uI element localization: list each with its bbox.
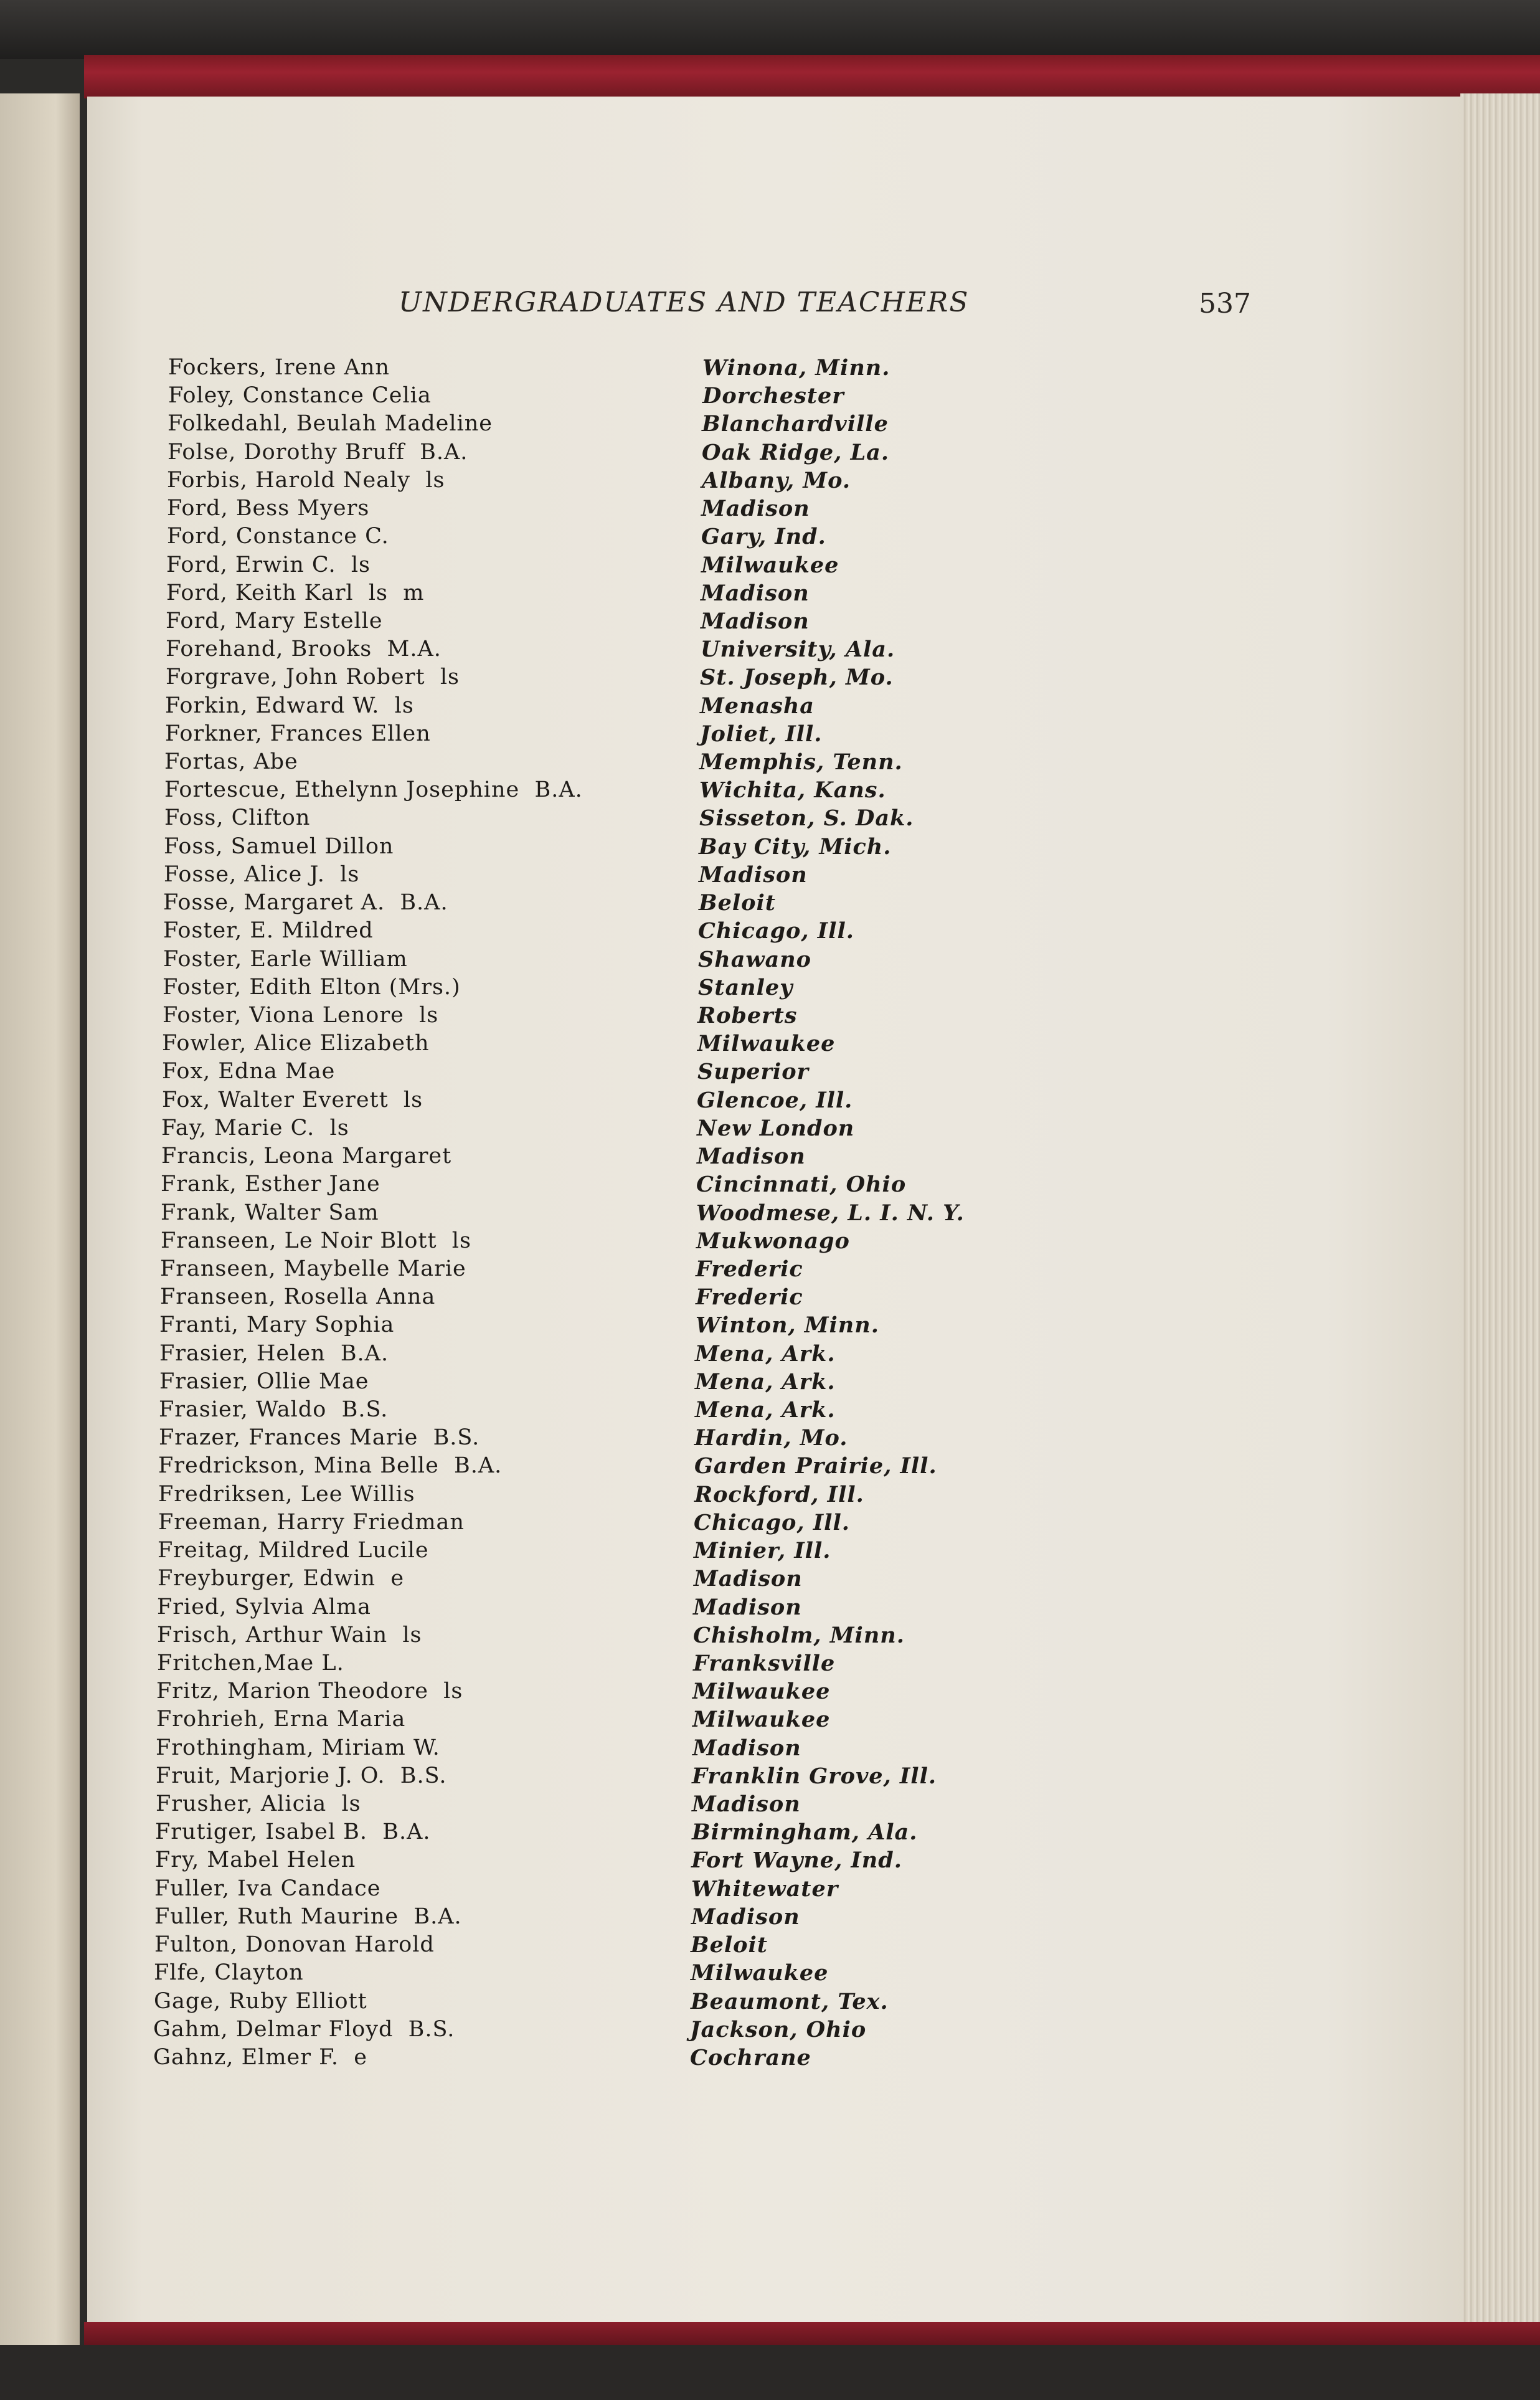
- entry-place: Woodmese, L. I. N. Y.: [696, 1200, 965, 1226]
- list-item: [163, 947, 1097, 975]
- entry-place: Stanley: [698, 975, 793, 1000]
- entry-name: Folse, Dorothy Bruff B.A.: [168, 440, 468, 465]
- entry-place: Dorchester: [702, 383, 844, 409]
- entry-name: Fuller, Iva Candace: [154, 1876, 381, 1901]
- list-item: [165, 693, 1099, 721]
- entry-place: Bay City, Mich.: [699, 834, 892, 860]
- entry-name: Frank, Esther Jane: [161, 1172, 380, 1197]
- entry-place: Madison: [692, 1735, 801, 1761]
- list-item: [154, 1932, 1089, 1960]
- entry-place: Shawano: [698, 947, 811, 972]
- entry-name: Ford, Constance C.: [167, 524, 389, 549]
- entry-name: Fry, Mabel Helen: [155, 1847, 356, 1872]
- entry-name: Forbis, Harold Nealy ls: [167, 468, 445, 493]
- entry-place: Mena, Ark.: [695, 1397, 836, 1423]
- entry-name: Foster, Edith Elton (Mrs.): [163, 975, 461, 1000]
- list-item: [161, 1144, 1095, 1172]
- entry-place: Albany, Mo.: [702, 468, 851, 493]
- list-item: [168, 440, 1102, 468]
- entry-place: Mena, Ark.: [695, 1369, 836, 1395]
- list-item: [154, 1876, 1089, 1904]
- entry-name: Fredrickson, Mina Belle B.A.: [158, 1453, 503, 1478]
- entry-name: Francis, Leona Margaret: [161, 1144, 452, 1169]
- list-item: [163, 918, 1097, 946]
- list-item: [168, 411, 1102, 439]
- entry-name: Fuller, Ruth Maurine B.A.: [154, 1904, 462, 1929]
- entry-name: Gahm, Delmar Floyd B.S.: [153, 2017, 455, 2042]
- entry-place: Mena, Ark.: [695, 1341, 836, 1367]
- list-item: [158, 1510, 1092, 1538]
- entry-name: Foss, Clifton: [164, 805, 311, 830]
- entry-place: Joliet, Ill.: [700, 721, 823, 747]
- entry-place: Franklin Grove, Ill.: [692, 1763, 937, 1789]
- entry-place: Milwaukee: [701, 553, 839, 578]
- entry-place: Madison: [691, 1904, 800, 1930]
- page-number: 537: [1199, 288, 1251, 320]
- entry-name: Frusher, Alicia ls: [156, 1791, 361, 1816]
- entry-name: Freitag, Mildred Lucile: [158, 1538, 429, 1563]
- list-item: [167, 468, 1101, 496]
- list-item: [157, 1623, 1091, 1651]
- entry-place: Madison: [701, 496, 810, 521]
- list-item: [166, 637, 1100, 665]
- list-item: [154, 1989, 1088, 2017]
- entry-place: Oak Ridge, La.: [702, 440, 890, 465]
- entry-place: Winton, Minn.: [696, 1312, 879, 1338]
- entry-name: Foster, E. Mildred: [163, 918, 374, 943]
- entry-name: Ford, Bess Myers: [167, 496, 370, 521]
- list-item: [168, 355, 1102, 383]
- entry-name: Fredriksen, Lee Willis: [158, 1482, 415, 1507]
- entry-place: Milwaukee: [692, 1707, 831, 1732]
- entry-place: Memphis, Tenn.: [699, 749, 903, 775]
- list-item: [167, 496, 1101, 524]
- entry-name: Franti, Mary Sophia: [159, 1312, 395, 1337]
- entry-place: Chicago, Ill.: [698, 918, 854, 944]
- list-item: [154, 1960, 1088, 1988]
- entry-place: Beloit: [699, 890, 776, 916]
- list-item: [164, 834, 1098, 862]
- entry-name: Fortas, Abe: [164, 749, 298, 774]
- entry-name: Frasier, Waldo B.S.: [159, 1397, 389, 1422]
- list-item: [164, 749, 1098, 777]
- entry-name: Foss, Samuel Dillon: [164, 834, 394, 859]
- list-item: [157, 1651, 1091, 1679]
- entry-place: Fort Wayne, Ind.: [691, 1847, 902, 1873]
- entry-place: Cochrane: [690, 2045, 811, 2070]
- list-item: [165, 721, 1099, 749]
- entry-place: Madison: [697, 1144, 806, 1169]
- list-item: [158, 1566, 1092, 1594]
- entry-place: Madison: [692, 1791, 801, 1817]
- entry-name: Frank, Walter Sam: [161, 1200, 379, 1225]
- entry-name: Fulton, Donovan Harold: [154, 1932, 435, 1957]
- entry-name: Frasier, Helen B.A.: [159, 1341, 389, 1366]
- entry-name: Freyburger, Edwin e: [158, 1566, 405, 1591]
- entry-place: Superior: [697, 1059, 809, 1084]
- entry-name: Ford, Mary Estelle: [166, 609, 383, 633]
- entry-name: Franseen, Le Noir Blott ls: [161, 1228, 471, 1253]
- list-item: [164, 805, 1098, 833]
- entry-place: Milwaukee: [692, 1679, 831, 1704]
- entry-name: Flfe, Clayton: [154, 1960, 304, 1985]
- entry-place: St. Joseph, Mo.: [700, 665, 894, 690]
- entry-name: Frutiger, Isabel B. B.A.: [155, 1819, 431, 1844]
- entry-place: Madison: [694, 1566, 803, 1591]
- book-cover-edge-bottom: [84, 2322, 1540, 2347]
- entry-name: Fosse, Alice J. ls: [164, 862, 360, 887]
- entry-place: Madison: [701, 581, 810, 606]
- entry-name: Frothingham, Miriam W.: [156, 1735, 440, 1760]
- entry-place: Chisholm, Minn.: [693, 1623, 905, 1648]
- entry-place: Sisseton, S. Dak.: [699, 805, 914, 831]
- entry-name: Forkin, Edward W. ls: [165, 693, 414, 718]
- entry-place: Frederic: [696, 1256, 803, 1282]
- entry-place: Beloit: [691, 1932, 768, 1958]
- list-item: [159, 1369, 1094, 1397]
- entry-name: Forehand, Brooks M.A.: [166, 637, 442, 662]
- list-item: [163, 975, 1097, 1003]
- scan-bottom-background: [0, 2345, 1540, 2400]
- entry-place: University, Ala.: [701, 637, 895, 662]
- entry-place: Gary, Ind.: [701, 524, 826, 549]
- entry-place: Garden Prairie, Ill.: [694, 1453, 937, 1479]
- list-item: [158, 1453, 1092, 1481]
- entry-name: Fay, Marie C. ls: [161, 1116, 349, 1141]
- entry-place: Beaumont, Tex.: [691, 1989, 889, 2014]
- list-item: [160, 1256, 1094, 1284]
- entry-place: New London: [697, 1116, 855, 1141]
- entry-name: Foster, Earle William: [163, 947, 408, 972]
- entry-name: Frisch, Arthur Wain ls: [157, 1623, 422, 1648]
- entry-name: Ford, Erwin C. ls: [166, 553, 371, 577]
- entry-place: Menasha: [700, 693, 815, 719]
- entry-place: Frederic: [696, 1284, 803, 1310]
- entry-name: Fortescue, Ethelynn Josephine B.A.: [164, 777, 583, 802]
- list-item: [166, 609, 1100, 637]
- list-item: [163, 890, 1097, 918]
- list-item: [164, 777, 1098, 805]
- list-item: [161, 1172, 1095, 1200]
- entry-name: Foley, Constance Celia: [168, 383, 432, 408]
- entry-place: Franksville: [693, 1651, 836, 1676]
- list-item: [161, 1228, 1095, 1256]
- entry-name: Foster, Viona Lenore ls: [163, 1003, 439, 1028]
- entry-place: Rockford, Ill.: [694, 1482, 864, 1507]
- entry-name: Fosse, Margaret A. B.A.: [163, 890, 448, 915]
- entry-place: Chicago, Ill.: [694, 1510, 850, 1535]
- entry-place: Mukwonago: [696, 1228, 850, 1254]
- list-item: [166, 553, 1100, 581]
- list-item: [159, 1425, 1093, 1453]
- list-item: [161, 1116, 1095, 1144]
- list-item: [156, 1707, 1090, 1735]
- scan-top-background: [0, 0, 1540, 59]
- entry-name: Fritz, Marion Theodore ls: [156, 1679, 463, 1704]
- entry-name: Freeman, Harry Friedman: [158, 1510, 465, 1535]
- entry-place: Winona, Minn.: [702, 355, 890, 381]
- entry-place: Jackson, Ohio: [690, 2017, 867, 2042]
- entry-name: Fox, Edna Mae: [162, 1059, 336, 1084]
- entry-name: Fried, Sylvia Alma: [157, 1595, 372, 1620]
- entry-place: Wichita, Kans.: [699, 777, 886, 803]
- list-item: [155, 1819, 1089, 1847]
- list-item: [168, 383, 1102, 411]
- entry-place: Madison: [701, 609, 810, 634]
- list-item: [153, 2045, 1087, 2073]
- list-item: [155, 1847, 1089, 1876]
- list-item: [161, 1200, 1095, 1228]
- entry-name: Frohrieh, Erna Maria: [156, 1707, 406, 1732]
- entry-name: Folkedahl, Beulah Madeline: [168, 411, 493, 436]
- running-header: UNDERGRADUATES AND TEACHERS: [399, 287, 970, 318]
- entry-name: Gahnz, Elmer F. e: [153, 2045, 368, 2070]
- list-item: [154, 1904, 1089, 1932]
- list-item: [164, 862, 1098, 890]
- entry-place: Whitewater: [691, 1876, 839, 1902]
- entry-place: Glencoe, Ill.: [697, 1088, 853, 1113]
- entry-name: Fockers, Irene Ann: [168, 355, 390, 380]
- list-item: [163, 1003, 1097, 1031]
- list-item: [159, 1341, 1094, 1369]
- entry-name: Ford, Keith Karl ls m: [166, 581, 425, 605]
- entry-place: Milwaukee: [697, 1031, 836, 1056]
- entry-name: Fox, Walter Everett ls: [162, 1088, 423, 1112]
- entry-name: Forgrave, John Robert ls: [166, 665, 460, 690]
- list-item: [158, 1538, 1092, 1566]
- entry-place: Blanchardville: [702, 411, 889, 437]
- entry-name: Fruit, Marjorie J. O. B.S.: [156, 1763, 447, 1788]
- entry-name: Fritchen,Mae L.: [157, 1651, 344, 1676]
- list-item: [156, 1763, 1090, 1791]
- list-item: [167, 524, 1101, 552]
- list-item: [157, 1595, 1091, 1623]
- list-item: [166, 581, 1100, 609]
- list-item: [162, 1031, 1096, 1059]
- entry-place: Madison: [693, 1595, 802, 1620]
- entry-name: Fowler, Alice Elizabeth: [162, 1031, 430, 1056]
- list-item: [156, 1735, 1090, 1763]
- list-item: [166, 665, 1100, 693]
- entry-name: Frazer, Frances Marie B.S.: [159, 1425, 480, 1450]
- list-item: [162, 1059, 1096, 1087]
- entry-name: Franseen, Maybelle Marie: [160, 1256, 466, 1281]
- facing-page-edge: [0, 93, 80, 2348]
- entry-place: Minier, Ill.: [694, 1538, 831, 1563]
- entry-name: Franseen, Rosella Anna: [160, 1284, 436, 1309]
- entry-place: Madison: [699, 862, 808, 888]
- book-cover-edge-top: [84, 55, 1540, 98]
- page-stack-edges: [1460, 93, 1540, 2336]
- entry-place: Hardin, Mo.: [694, 1425, 848, 1451]
- list-item: [162, 1088, 1096, 1116]
- list-item: [156, 1791, 1090, 1819]
- entry-place: Milwaukee: [691, 1960, 829, 1986]
- entry-name: Frasier, Ollie Mae: [159, 1369, 369, 1394]
- entry-place: Birmingham, Ala.: [692, 1819, 918, 1845]
- list-item: [156, 1679, 1090, 1707]
- entry-name: Gage, Ruby Elliott: [154, 1989, 367, 2014]
- list-item: [158, 1482, 1092, 1510]
- list-item: [159, 1397, 1093, 1425]
- list-item: [153, 2017, 1087, 2045]
- entry-place: Roberts: [697, 1003, 798, 1028]
- list-item: [160, 1284, 1094, 1312]
- entry-place: Cincinnati, Ohio: [696, 1172, 907, 1197]
- entry-name: Forkner, Frances Ellen: [165, 721, 431, 746]
- list-item: [159, 1312, 1094, 1340]
